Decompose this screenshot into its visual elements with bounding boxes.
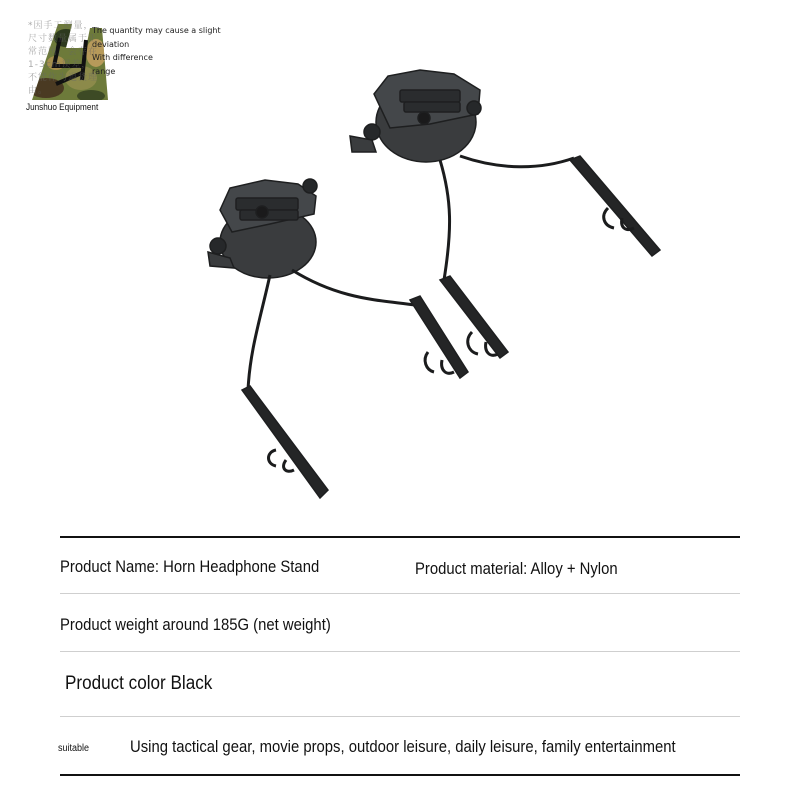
brand-note-cn: *因手工测量，尺寸数量属于正常范围，会存在1-3cm误差，不能作为退货理由。 — [28, 21, 99, 96]
brand-note-en-line: The quantity may cause a slight deviation — [92, 26, 221, 49]
table-rule — [60, 774, 740, 776]
product-weight: Product weight around 185G (net weight) — [60, 616, 331, 634]
product-color: Product color Black — [65, 673, 213, 694]
product-name: Product Name: Horn Headphone Stand — [60, 558, 320, 576]
suitable-label: suitable — [58, 743, 90, 754]
table-rule — [60, 593, 740, 594]
brand-name: Junshuo Equipment — [26, 102, 99, 113]
suitable-value: Using tactical gear, movie props, outdoor leisure, daily leisure, family entertainment — [130, 738, 676, 756]
left-mount — [208, 179, 317, 278]
product-material: Product material: Alloy + Nylon — [415, 560, 618, 578]
brand-note-en-line: range — [92, 66, 116, 76]
table-rule — [60, 716, 740, 717]
table-rule — [60, 651, 740, 652]
table-rule — [60, 536, 740, 538]
right-mount — [350, 70, 481, 162]
brand-note-en-line: With difference — [92, 53, 153, 62]
headphone-stand-icon — [190, 60, 680, 510]
